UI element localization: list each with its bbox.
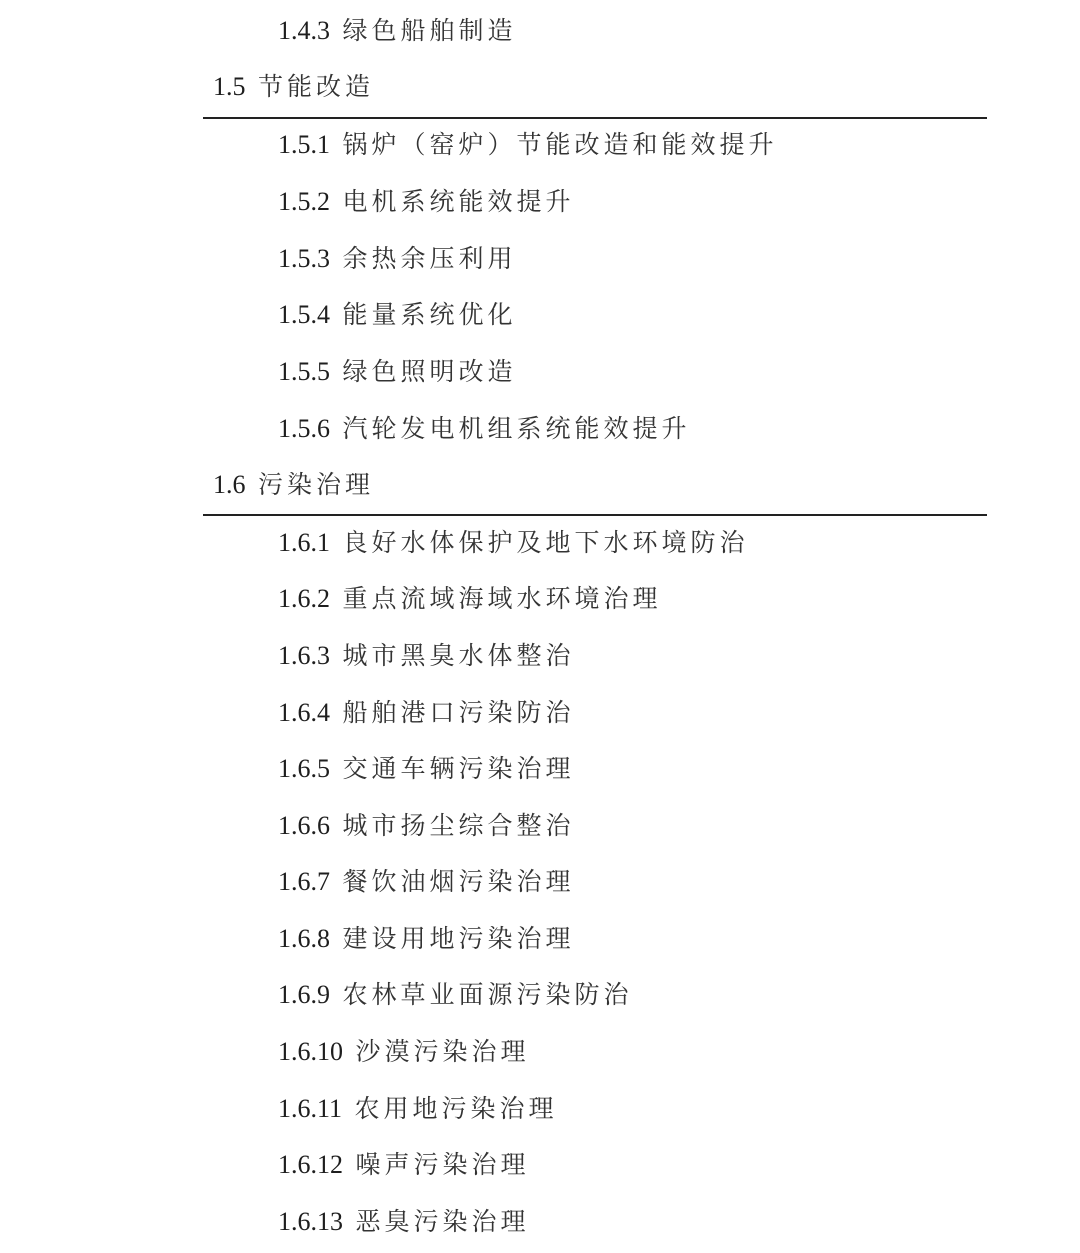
item-number: 1.6.5 xyxy=(278,754,330,783)
item-number: 1.6.9 xyxy=(278,980,330,1009)
item-title: 污染治理 xyxy=(258,470,375,499)
item-title: 良好水体保护及地下水环境防治 xyxy=(342,528,749,557)
item-number: 1.6.3 xyxy=(278,641,330,670)
item-title: 节能改造 xyxy=(258,72,375,101)
subsection-item xyxy=(278,244,517,274)
item-title: 电机系统能效提升 xyxy=(342,187,575,216)
subsection-item xyxy=(278,1094,558,1124)
item-number: 1.6.10 xyxy=(278,1037,343,1066)
subsection-item xyxy=(278,980,633,1010)
item-number: 1.6.1 xyxy=(278,528,330,557)
section-heading xyxy=(213,72,374,102)
subsection-item xyxy=(278,130,778,160)
item-number: 1.6.11 xyxy=(278,1094,343,1123)
item-number: 1.6.6 xyxy=(278,811,330,840)
subsection-item xyxy=(278,528,749,558)
item-title: 绿色船舶制造 xyxy=(342,16,517,45)
item-title: 餐饮油烟污染治理 xyxy=(342,867,575,896)
subsection-item xyxy=(278,1150,530,1180)
subsection-item xyxy=(278,641,575,671)
subsection-item xyxy=(278,584,662,614)
item-number: 1.6.2 xyxy=(278,584,330,613)
item-number: 1.6.8 xyxy=(278,924,330,953)
item-title: 余热余压利用 xyxy=(342,244,517,273)
item-number: 1.5 xyxy=(213,72,246,101)
subsection-item xyxy=(278,357,517,387)
item-title: 绿色照明改造 xyxy=(342,357,517,386)
item-number: 1.5.2 xyxy=(278,187,330,216)
item-number: 1.6 xyxy=(213,470,246,499)
item-title: 城市黑臭水体整治 xyxy=(342,641,575,670)
subsection-item xyxy=(278,1207,530,1237)
item-number: 1.5.3 xyxy=(278,244,330,273)
item-title: 建设用地污染治理 xyxy=(342,924,575,953)
item-number: 1.4.3 xyxy=(278,16,330,45)
item-title: 农林草业面源污染防治 xyxy=(342,980,633,1009)
item-number: 1.5.4 xyxy=(278,300,330,329)
item-title: 恶臭污染治理 xyxy=(355,1207,530,1236)
item-title: 城市扬尘综合整治 xyxy=(342,811,575,840)
item-number: 1.6.13 xyxy=(278,1207,343,1236)
subsection-item xyxy=(278,811,575,841)
item-title: 重点流域海域水环境治理 xyxy=(342,584,662,613)
item-title: 交通车辆污染治理 xyxy=(342,754,575,783)
subsection-item xyxy=(278,867,575,897)
item-number: 1.5.1 xyxy=(278,130,330,159)
subsection-item xyxy=(278,754,575,784)
subsection-item xyxy=(278,300,517,330)
item-title: 船舶港口污染防治 xyxy=(342,698,575,727)
item-number: 1.6.12 xyxy=(278,1150,343,1179)
subsection-item xyxy=(278,187,575,217)
item-number: 1.6.4 xyxy=(278,698,330,727)
subsection-item xyxy=(278,698,575,728)
item-title: 沙漠污染治理 xyxy=(355,1037,530,1066)
item-number: 1.5.5 xyxy=(278,357,330,386)
subsection-item xyxy=(278,414,691,444)
section-divider xyxy=(203,514,987,516)
item-title: 农用地污染治理 xyxy=(354,1094,558,1123)
item-number: 1.6.7 xyxy=(278,867,330,896)
item-number: 1.5.6 xyxy=(278,414,330,443)
section-divider xyxy=(203,117,987,119)
item-title: 汽轮发电机组系统能效提升 xyxy=(342,414,691,443)
subsection-item xyxy=(278,16,517,46)
subsection-item xyxy=(278,924,575,954)
subsection-item xyxy=(278,1037,530,1067)
item-title: 能量系统优化 xyxy=(342,300,517,329)
item-title: 锅炉（窑炉）节能改造和能效提升 xyxy=(342,130,778,159)
item-title: 噪声污染治理 xyxy=(355,1150,530,1179)
section-heading xyxy=(213,470,374,500)
